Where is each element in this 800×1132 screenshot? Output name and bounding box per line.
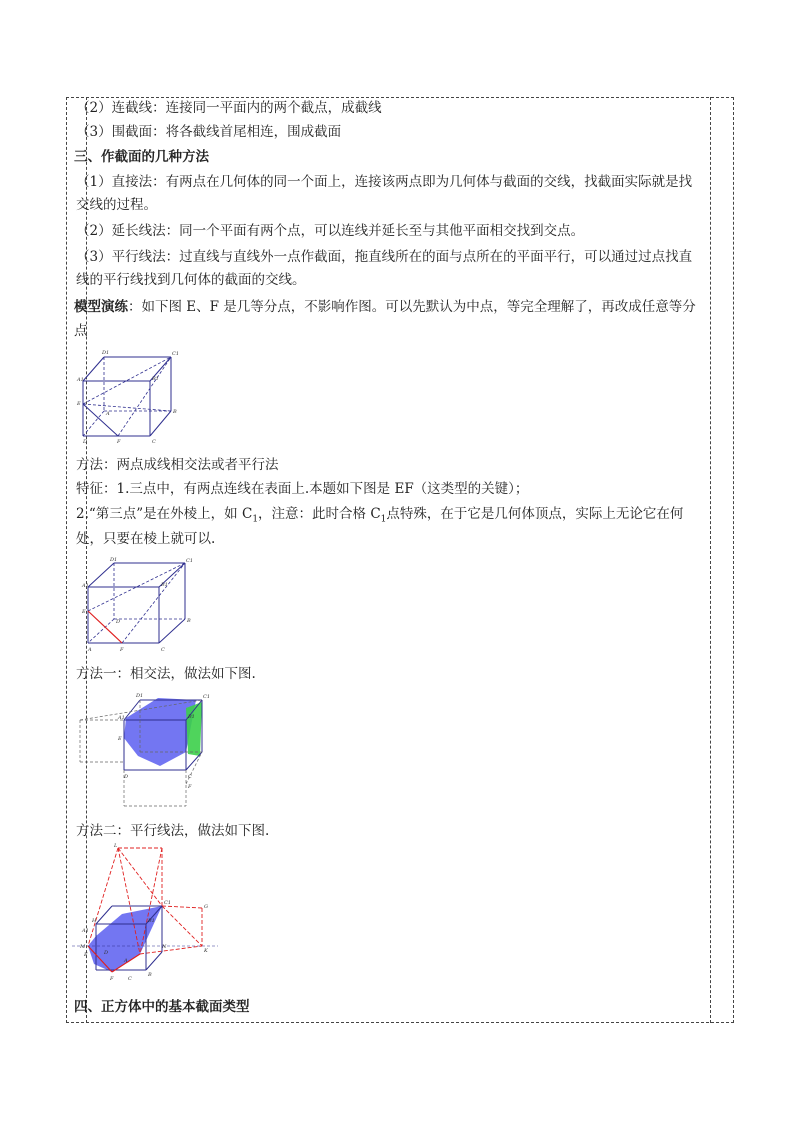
svg-text:F: F bbox=[117, 439, 121, 445]
svg-text:B: B bbox=[148, 972, 152, 978]
text-line-extension-method: （2）延长线法：同一个平面有两个点，可以连线并延长至与其他平面相交找到交点。 bbox=[76, 223, 585, 239]
third-point-sub-2: 1 bbox=[380, 514, 387, 525]
svg-text:K: K bbox=[204, 948, 208, 954]
svg-text:D: D bbox=[124, 774, 129, 780]
svg-text:A1: A1 bbox=[82, 583, 89, 589]
svg-text:A: A bbox=[106, 411, 110, 417]
text-line-feature: 特征：1.三点中，有两点连线在表面上.本题如下图是 EF（这类型的关键）； bbox=[76, 481, 529, 497]
svg-text:C1: C1 bbox=[186, 558, 194, 564]
svg-text:C: C bbox=[128, 976, 132, 982]
svg-text:A1: A1 bbox=[82, 928, 89, 934]
third-point-text-3: 点特殊，在于它是几何体顶点，实际上无论它在何 bbox=[386, 506, 684, 522]
svg-text:A: A bbox=[124, 958, 128, 964]
third-point-text-2: ，注意：此时合格 C bbox=[258, 506, 381, 522]
model-practice-label: 模型演练 bbox=[74, 299, 128, 315]
text-line-model-practice bbox=[74, 298, 696, 316]
svg-text:C: C bbox=[188, 774, 192, 780]
text-line-method: 方法：两点成线相交法或者平行法 bbox=[76, 457, 279, 473]
text-line-parallel-method-cont: 线的平行线找到几何体的截面的交线。 bbox=[76, 272, 306, 288]
svg-text:B1: B1 bbox=[161, 582, 168, 588]
svg-text:F: F bbox=[188, 784, 192, 790]
svg-text:C1: C1 bbox=[172, 351, 180, 357]
text-line-parallel-method: （3）平行线法：过直线与直线外一点作截面，拖直线所在的面与点所在的平面平行，可以通过过点找直 bbox=[76, 249, 693, 265]
svg-text:C1: C1 bbox=[203, 694, 211, 700]
svg-text:E: E bbox=[77, 401, 81, 407]
svg-text:D1: D1 bbox=[110, 557, 118, 563]
svg-text:D: D bbox=[116, 619, 121, 625]
text-line-direct-method: （1）直接法：有两点在几何体的同一个面上，连接该两点即为几何体与截面的交线，找截面实际就是找 bbox=[76, 174, 693, 190]
svg-text:G: G bbox=[204, 904, 208, 910]
text-line-enclose-section: （3）围截面：将各截线首尾相连，围成截面 bbox=[76, 124, 342, 140]
section-heading-3: 三、作截面的几种方法 bbox=[74, 149, 209, 165]
svg-text:B: B bbox=[187, 618, 191, 624]
text-line-third-point bbox=[76, 505, 683, 529]
svg-text:B: B bbox=[173, 409, 177, 415]
svg-text:D: D bbox=[104, 950, 109, 956]
cube-figure-4 bbox=[70, 842, 220, 990]
text-line-model-practice-cont: 点 bbox=[74, 323, 88, 339]
text-line-third-point-cont: 处，只要在棱上就可以. bbox=[76, 531, 216, 547]
text-line-cut-line: （2）连截线：连接同一平面内的两个截点，成截线 bbox=[76, 100, 382, 116]
svg-text:C: C bbox=[161, 647, 165, 653]
text-line-method-one: 方法一：相交法，做法如下图. bbox=[76, 666, 256, 682]
svg-text:C1: C1 bbox=[164, 900, 172, 906]
svg-text:D1: D1 bbox=[102, 350, 110, 356]
svg-text:E: E bbox=[84, 952, 88, 958]
cube-figure-2 bbox=[80, 555, 195, 655]
svg-text:F: F bbox=[110, 976, 114, 982]
svg-text:D: D bbox=[83, 439, 88, 445]
svg-text:E: E bbox=[82, 609, 86, 615]
third-point-sub-1: 1 bbox=[252, 514, 259, 525]
svg-text:F: F bbox=[120, 647, 124, 653]
frame-rule-right bbox=[710, 97, 711, 1023]
third-point-text-1: 2.“第三点”是在外棱上，如 C bbox=[76, 506, 253, 522]
svg-text:B1: B1 bbox=[148, 918, 155, 924]
svg-text:M: M bbox=[80, 944, 86, 950]
svg-text:B1: B1 bbox=[152, 376, 159, 382]
svg-text:N: N bbox=[162, 944, 167, 950]
text-line-direct-method-cont: 交线的过程。 bbox=[76, 197, 157, 213]
svg-text:B1: B1 bbox=[188, 714, 195, 720]
text-line-method-two: 方法二：平行线法，做法如下图. bbox=[76, 823, 270, 839]
fig1-labels bbox=[76, 350, 179, 445]
svg-text:E: E bbox=[118, 736, 122, 742]
svg-text:A: A bbox=[88, 647, 92, 653]
svg-text:A1: A1 bbox=[118, 715, 125, 721]
section-heading-4: 四、正方体中的基本截面类型 bbox=[74, 999, 250, 1015]
cube-figure-1 bbox=[76, 346, 186, 446]
svg-text:H: H bbox=[92, 918, 97, 924]
cube-figure-3 bbox=[78, 690, 218, 812]
svg-text:C: C bbox=[152, 439, 156, 445]
svg-text:L: L bbox=[114, 843, 118, 849]
svg-text:D1: D1 bbox=[136, 693, 144, 699]
model-practice-text: ：如下图 E、F 是几等分点，不影响作图。可以先默认为中点，等完全理解了，再改成任意等分 bbox=[128, 299, 696, 315]
svg-text:A1: A1 bbox=[77, 377, 84, 383]
